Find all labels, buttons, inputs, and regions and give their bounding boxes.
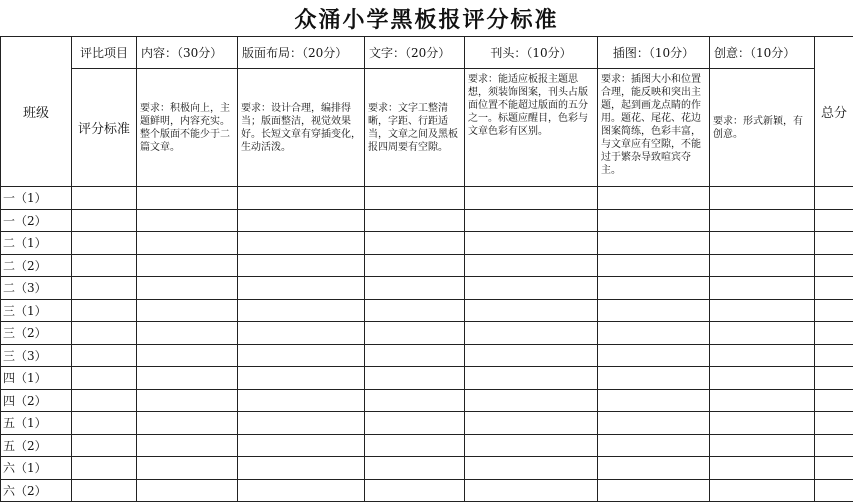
- score-cell[interactable]: [238, 434, 365, 457]
- score-cell[interactable]: [465, 254, 598, 277]
- score-cell[interactable]: [710, 457, 815, 480]
- score-cell[interactable]: [72, 434, 137, 457]
- class-name-cell: 五（1）: [1, 412, 72, 435]
- score-cell[interactable]: [598, 479, 710, 502]
- table-row: [1, 412, 853, 435]
- class-name-cell: 六（2）: [1, 479, 72, 502]
- score-cell[interactable]: [365, 457, 465, 480]
- item-header: 评比项目: [72, 37, 137, 69]
- score-cell[interactable]: [365, 209, 465, 232]
- score-cell[interactable]: [710, 479, 815, 502]
- class-name-cell: 一（2）: [1, 209, 72, 232]
- score-cell[interactable]: [465, 322, 598, 345]
- table-row: [1, 277, 853, 300]
- score-cell[interactable]: [137, 344, 238, 367]
- score-cell[interactable]: [72, 209, 137, 232]
- table-row: [1, 209, 853, 232]
- score-cell[interactable]: [465, 479, 598, 502]
- total-score-cell[interactable]: [815, 344, 853, 367]
- score-cell[interactable]: [137, 322, 238, 345]
- score-cell[interactable]: [598, 344, 710, 367]
- score-cell[interactable]: [238, 322, 365, 345]
- category-header-content: 内容：（30分）: [137, 37, 238, 69]
- score-cell[interactable]: [465, 187, 598, 210]
- total-score-cell[interactable]: [815, 479, 853, 502]
- class-name-cell: 六（1）: [1, 457, 72, 480]
- score-cell[interactable]: [598, 412, 710, 435]
- score-cell[interactable]: [598, 322, 710, 345]
- score-cell[interactable]: [710, 344, 815, 367]
- score-cell[interactable]: [72, 187, 137, 210]
- score-cell[interactable]: [72, 457, 137, 480]
- category-header-illustration: 插图：（10分）: [598, 37, 710, 69]
- score-cell[interactable]: [365, 187, 465, 210]
- score-cell[interactable]: [465, 277, 598, 300]
- score-cell[interactable]: [238, 277, 365, 300]
- class-name-cell: 四（2）: [1, 389, 72, 412]
- class-name-cell: 三（2）: [1, 322, 72, 345]
- score-cell[interactable]: [72, 254, 137, 277]
- score-cell[interactable]: [710, 389, 815, 412]
- total-header: 总分: [815, 37, 853, 187]
- score-cell[interactable]: [710, 322, 815, 345]
- score-cell[interactable]: [238, 479, 365, 502]
- table-row: [1, 299, 853, 322]
- score-cell[interactable]: [72, 367, 137, 390]
- score-cell[interactable]: [465, 209, 598, 232]
- score-cell[interactable]: [72, 299, 137, 322]
- score-cell[interactable]: [465, 299, 598, 322]
- score-cell[interactable]: [137, 434, 238, 457]
- score-cell[interactable]: [465, 344, 598, 367]
- standard-header: 评分标准: [72, 69, 137, 187]
- table-row: [1, 232, 853, 255]
- total-score-cell[interactable]: [815, 277, 853, 300]
- category-header-masthead: 刊头：（10分）: [465, 37, 598, 69]
- category-header-layout: 版面布局：（20分）: [238, 37, 365, 69]
- score-cell[interactable]: [137, 299, 238, 322]
- total-score-cell[interactable]: [815, 299, 853, 322]
- score-cell[interactable]: [365, 412, 465, 435]
- total-score-cell[interactable]: [815, 412, 853, 435]
- score-cell[interactable]: [465, 232, 598, 255]
- score-cell[interactable]: [598, 232, 710, 255]
- score-cell[interactable]: [598, 367, 710, 390]
- score-cell[interactable]: [598, 209, 710, 232]
- scoring-table: [0, 36, 853, 502]
- score-cell[interactable]: [365, 254, 465, 277]
- table-row: [1, 457, 853, 480]
- score-cell[interactable]: [72, 389, 137, 412]
- score-cell[interactable]: [137, 187, 238, 210]
- score-cell[interactable]: [238, 299, 365, 322]
- score-cell[interactable]: [238, 367, 365, 390]
- score-cell[interactable]: [137, 209, 238, 232]
- score-cell[interactable]: [137, 412, 238, 435]
- criteria-text: 要求：文字工整清晰，字距、行距适当，文章之间及黑板报四周要有空隙。: [365, 69, 465, 187]
- table-row: [1, 254, 853, 277]
- score-cell[interactable]: [365, 232, 465, 255]
- score-cell[interactable]: [137, 232, 238, 255]
- score-cell[interactable]: [72, 412, 137, 435]
- table-row: [1, 344, 853, 367]
- score-cell[interactable]: [598, 277, 710, 300]
- page-title: 众涌小学黑板报评分标准: [0, 0, 853, 36]
- score-cell[interactable]: [238, 209, 365, 232]
- total-score-cell[interactable]: [815, 232, 853, 255]
- score-cell[interactable]: [365, 389, 465, 412]
- score-cell[interactable]: [598, 389, 710, 412]
- table-row: [1, 187, 853, 210]
- score-cell[interactable]: [238, 232, 365, 255]
- score-cell[interactable]: [710, 434, 815, 457]
- score-cell[interactable]: [137, 389, 238, 412]
- table-row: [1, 389, 853, 412]
- score-cell[interactable]: [710, 277, 815, 300]
- score-cell[interactable]: [238, 412, 365, 435]
- total-score-cell[interactable]: [815, 367, 853, 390]
- score-cell[interactable]: [238, 457, 365, 480]
- score-cell[interactable]: [710, 254, 815, 277]
- criteria-content: 要求：积极向上，主题鲜明，内容充实。整个版面不能少于二篇文章。: [137, 69, 238, 187]
- score-cell[interactable]: [72, 479, 137, 502]
- category-header-creativity: 创意：（10分）: [710, 37, 815, 69]
- score-cell[interactable]: [72, 344, 137, 367]
- class-name-cell: 一（1）: [1, 187, 72, 210]
- score-cell[interactable]: [238, 344, 365, 367]
- table-row: [1, 367, 853, 390]
- score-cell[interactable]: [365, 299, 465, 322]
- score-cell[interactable]: [137, 254, 238, 277]
- score-cell[interactable]: [465, 434, 598, 457]
- score-cell[interactable]: [72, 232, 137, 255]
- score-cell[interactable]: [710, 232, 815, 255]
- total-score-cell[interactable]: [815, 322, 853, 345]
- score-cell[interactable]: [238, 187, 365, 210]
- total-score-cell[interactable]: [815, 187, 853, 210]
- score-cell[interactable]: [465, 367, 598, 390]
- criteria-layout: 要求：设计合理，编排得当；版面整洁，视觉效果好。长短文章有穿插变化，生动活泼。: [238, 69, 365, 187]
- score-cell[interactable]: [137, 367, 238, 390]
- score-cell[interactable]: [710, 209, 815, 232]
- class-name-cell: 二（2）: [1, 254, 72, 277]
- score-cell[interactable]: [365, 344, 465, 367]
- class-name-cell: 二（3）: [1, 277, 72, 300]
- score-cell[interactable]: [598, 187, 710, 210]
- score-cell[interactable]: [598, 457, 710, 480]
- total-score-cell[interactable]: [815, 209, 853, 232]
- score-cell[interactable]: [238, 389, 365, 412]
- score-cell[interactable]: [137, 479, 238, 502]
- score-cell[interactable]: [365, 434, 465, 457]
- score-cell[interactable]: [365, 322, 465, 345]
- score-cell[interactable]: [465, 457, 598, 480]
- score-cell[interactable]: [710, 412, 815, 435]
- score-cell[interactable]: [710, 299, 815, 322]
- table-row: [1, 434, 853, 457]
- score-cell[interactable]: [137, 277, 238, 300]
- table-row: [1, 479, 853, 502]
- criteria-masthead: 要求：能适应板报主题思想，须装饰图案，刊头占版面位置不能超过版面的五分之一。标题应醒目，色彩与文章色彩有区别。: [465, 69, 598, 187]
- score-cell[interactable]: [365, 277, 465, 300]
- criteria-creativity: 要求：形式新颖，有创意。: [710, 69, 815, 187]
- score-cell[interactable]: [137, 457, 238, 480]
- class-name-cell: 二（1）: [1, 232, 72, 255]
- score-cell[interactable]: [465, 389, 598, 412]
- score-cell[interactable]: [598, 299, 710, 322]
- score-cell[interactable]: [465, 412, 598, 435]
- score-cell[interactable]: [710, 187, 815, 210]
- score-cell[interactable]: [598, 434, 710, 457]
- total-score-cell[interactable]: [815, 434, 853, 457]
- class-name-cell: 三（1）: [1, 299, 72, 322]
- score-cell[interactable]: [365, 367, 465, 390]
- score-cell[interactable]: [365, 479, 465, 502]
- score-cell[interactable]: [72, 322, 137, 345]
- class-name-cell: 三（3）: [1, 344, 72, 367]
- score-cell[interactable]: [238, 254, 365, 277]
- score-cell[interactable]: [72, 277, 137, 300]
- total-score-cell[interactable]: [815, 389, 853, 412]
- criteria-illustration: 要求：插图大小和位置合理，能反映和突出主题，起到画龙点睛的作用。题花、尾花、花边图案简练，色彩丰富，与文章应有空隙，不能过于繁杂导致喧宾夺主。: [598, 69, 710, 187]
- score-cell[interactable]: [710, 367, 815, 390]
- class-name-cell: 四（1）: [1, 367, 72, 390]
- total-score-cell[interactable]: [815, 254, 853, 277]
- class-name-cell: 五（2）: [1, 434, 72, 457]
- category-header-text: 文字：（20分）: [365, 37, 465, 69]
- table-row: [1, 322, 853, 345]
- total-score-cell[interactable]: [815, 457, 853, 480]
- class-header: 班级: [1, 37, 72, 187]
- score-cell[interactable]: [598, 254, 710, 277]
